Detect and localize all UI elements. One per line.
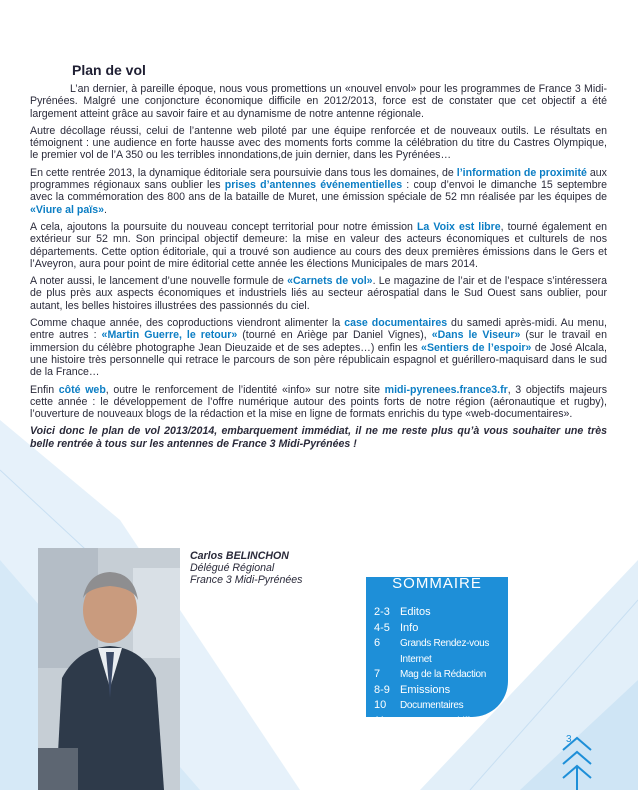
text-span: A noter aussi, le lancement d’une nouvelle formule de (30, 275, 288, 288)
text-span: En cette rentrée 2013, la dynamique éditoriale sera poursuivie dans tous les domaines, de (30, 166, 457, 179)
paragraph-documentaires (30, 317, 607, 378)
sommaire-item (374, 605, 489, 621)
highlight-cote-web: côté web (58, 383, 106, 396)
text-span: , tourné également en extérieur sur 52 mn. Son principal objectif demeure: la mise en valeur des acteurs économiques et culturels de nos départements. Cette option éditoriale, qui a trouvé son audience au cours des deux premières émissions dans le Gers et l’Aveyron, aura pour point de mire éditorial cette année les élections Municipales de mars 2014. (30, 220, 607, 270)
text-span: de José Alcala, une histoire très personnelle qui retrace le parcours de son père républicain espagnol et guérillero-maquisard dans le sud de la France… (30, 341, 607, 379)
sommaire-label: France 3 en chiffres (400, 715, 483, 727)
signature-role: Délégué Régional (190, 562, 275, 574)
author-photo (38, 548, 180, 790)
sommaire-item (374, 667, 489, 683)
sommaire-item (374, 652, 489, 668)
signature-block (190, 550, 302, 586)
text-span: Enfin (30, 383, 59, 396)
sommaire-item (374, 698, 489, 714)
sommaire-item (374, 621, 489, 637)
text-span: du samedi après-midi. Au menu, entre autres : (30, 317, 607, 342)
sommaire-page (374, 652, 400, 668)
article-body (30, 83, 607, 455)
highlight-case-documentaires: case documentaires (344, 317, 448, 330)
sommaire-label: Documentaires (400, 700, 464, 711)
sommaire-label: Grands Rendez-vous (400, 638, 490, 649)
sommaire-page: 6 (374, 637, 381, 649)
sommaire-label: Internet (400, 653, 432, 665)
signature-name: Carlos BELINCHON (190, 550, 289, 562)
sommaire-page: 8-9 (374, 683, 390, 696)
text-span: Comme chaque année, des coproductions viendront alimenter la (30, 317, 345, 330)
highlight-viure-al-pais: «Viure al païs» (30, 203, 105, 216)
highlight-site-url: midi-pyrenees.france3.fr (384, 383, 508, 396)
sommaire-box (366, 575, 508, 727)
sommaire-item (374, 636, 489, 652)
sommaire-item (374, 714, 489, 730)
text-span: (sur le travail en immersion du célèbre photographe Jean Dieuzaide et de ses adeptes…) enfin les (30, 329, 607, 354)
highlight-prises-antennes: prises d’antennes événementielles (224, 179, 403, 192)
highlight-dans-le-viseur: «Dans le Viseur» (431, 329, 521, 342)
text-span: : coup d’envoi le dimanche 15 septembre avec la commémoration des 800 ans de la bataille de Muret, une émission spéciale de 52 mn réalisée par les équipes de (30, 179, 608, 204)
sommaire-label: Info (400, 621, 419, 634)
sommaire-page: 10 (374, 699, 387, 711)
text-span: A cela, ajoutons la poursuite du nouveau concept territorial pour notre émission (30, 220, 417, 233)
page-number: 3 (566, 734, 572, 745)
closing-statement: Voici donc le plan de vol 2013/2014, embarquement immédiat, il ne me reste plus qu’à vous souhaiter une très belle rentrée à tous sur les antennes de France 3 Midi-Pyrénées ! (30, 425, 607, 450)
sommaire-page: 11 (374, 714, 386, 727)
signature-org: France 3 Midi-Pyrénées (190, 574, 303, 586)
highlight-martin-guerre: «Martin Guerre, le retour» (101, 329, 238, 342)
text-span: aux programmes régionaux sans oublier les (30, 166, 607, 192)
sommaire-page: 7 (374, 668, 381, 680)
paragraph-rentree (30, 167, 607, 216)
text-span: (tourné en Ariège par Daniel Vignes), (237, 329, 432, 342)
text-span: , outre le renforcement de l’identité «info» sur notre site (105, 383, 385, 396)
highlight-sentiers-espoir: «Sentiers de l’espoir» (421, 341, 532, 354)
sommaire-item (374, 683, 489, 699)
highlight-voix-est-libre: La Voix est libre (416, 220, 501, 233)
highlight-info-proximite: l’information de proximité (456, 166, 587, 179)
sommaire-page: 2-3 (374, 606, 390, 618)
text-span: . Le magazine de l’air et de l’espace s’intéressera de plus près aux aspects économiques et industriels liés au secteur aérospatial dans le Sud Ouest sans oublier, pour autant, les belles histoires illustrées des passionnés du ciel. (30, 275, 608, 312)
paragraph-carnets (30, 275, 607, 312)
text-span: . (104, 203, 107, 216)
paragraph-voix-libre (30, 221, 607, 270)
sommaire-page: 4-5 (374, 621, 390, 634)
page-title: Plan de vol (72, 62, 146, 78)
paragraph-intro: L’an dernier, à pareille époque, nous vous promettions un «nouvel envol» pour les programmes de France 3 Midi-Pyrénées. Malgré une conjoncture économique difficile en 2012/2013, force est de constater que cet objectif a été largement atteint grâce au savoir faire et au dynamisme de notre antenne régionale. (30, 83, 607, 120)
sommaire-label: Mag de la Rédaction (400, 669, 487, 680)
chevron-up-arrows-icon (557, 716, 597, 790)
text-span: , 3 objectifs majeurs cette année : le développement de l’offre numérique autour des points forts de notre région (aéronautique et rugby), l’ouverture de nouveaux blogs de la rédaction et la mise en ligne de formats enrichis du type «web-documentaires». (30, 383, 607, 421)
sommaire-label: Emissions (400, 683, 451, 696)
sommaire-title: SOMMAIRE (392, 575, 482, 592)
sommaire-label: Editos (400, 606, 431, 618)
paragraph-web: Autre décollage réussi, celui de l’antenne web piloté par une équipe renforcée et de nouveaux outils. Le résultats en témoignent : une audience en forte hausse avec des moments forts comme la célébration du titre du Castres Olympique, le premier vol de l’A 350 ou les terribles innondations,de juin dernier, dans les Pyrénées… (30, 124, 607, 162)
sommaire-list (374, 605, 489, 729)
paragraph-web-objectifs (30, 384, 607, 421)
highlight-carnets-de-vol: «Carnets de vol» (287, 275, 373, 288)
